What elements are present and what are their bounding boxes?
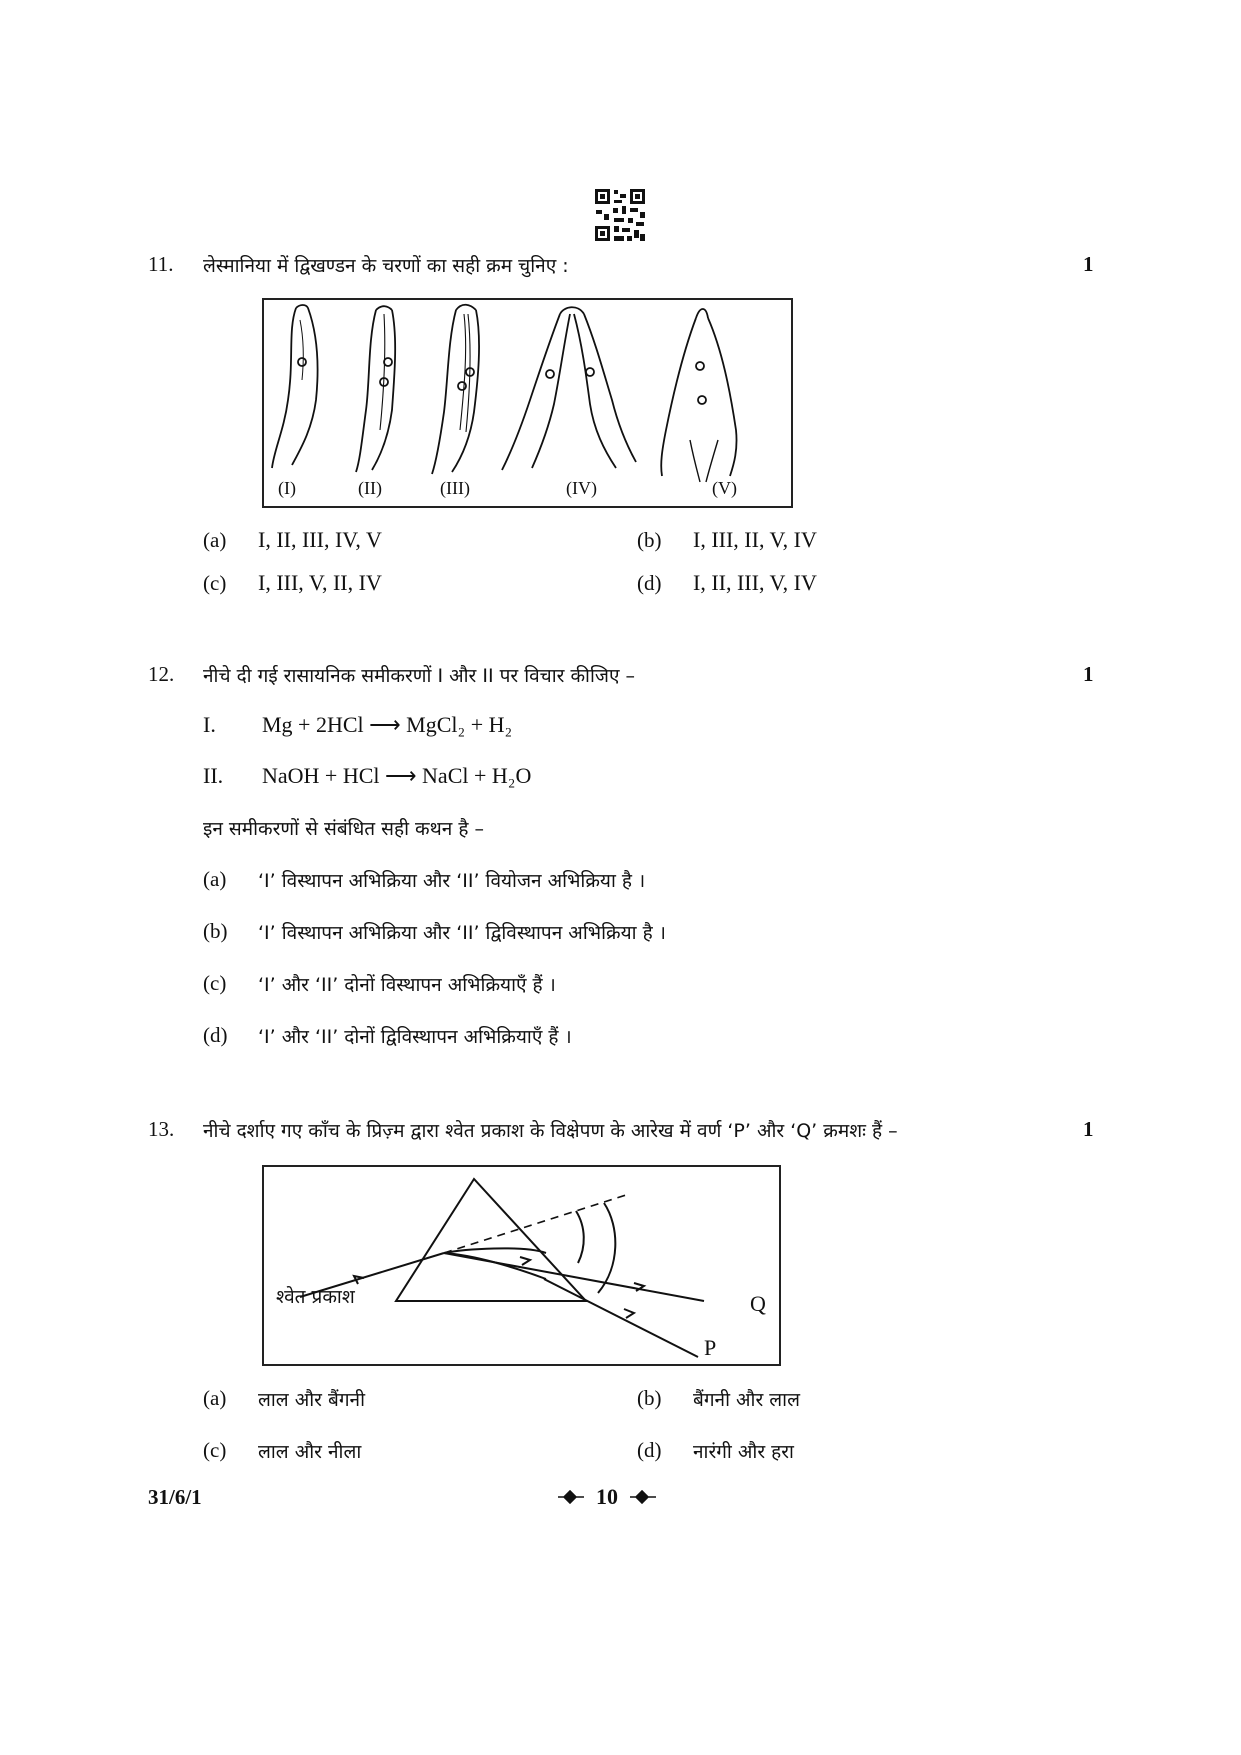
- qr-code-icon: [594, 188, 646, 242]
- q11-figure: [262, 298, 793, 508]
- q12-prompt: इन समीकरणों से संबंधित सही कथन है –: [203, 818, 484, 840]
- page-number-block: [556, 1484, 658, 1510]
- q13-prism-figure: [262, 1165, 781, 1366]
- leishmania-fission-drawing: [264, 300, 791, 506]
- q12-option-b-label: (b): [203, 919, 228, 943]
- q12-eq1-text: Mg + 2HCl ⟶ MgCl₂ + H₂: [262, 712, 513, 737]
- right-ornament-icon: [628, 1490, 658, 1504]
- q13-marks: 1: [1083, 1117, 1094, 1141]
- q11-number: 11.: [148, 252, 174, 276]
- q13-option-b-text: बैंगनी और लाल: [693, 1389, 800, 1411]
- q13-option-c-text: लाल और नीला: [258, 1441, 362, 1463]
- q13-option-d-label: (d): [637, 1438, 662, 1462]
- q11-option-c-label: (c): [203, 571, 227, 595]
- q12-option-c-text: ‘I’ और ‘II’ दोनों विस्थापन अभिक्रियाएँ हैं ।: [258, 974, 556, 996]
- q11-option-d-label: (d): [637, 571, 662, 595]
- paper-code: 31/6/1: [148, 1485, 202, 1509]
- q11-option-b-text: I, III, II, V, IV: [693, 527, 817, 552]
- q12-eq2-label: II.: [203, 763, 224, 788]
- q12-option-c-label: (c): [203, 971, 227, 995]
- ray-q-label: Q: [750, 1291, 766, 1316]
- q12-option-d-text: ‘I’ और ‘II’ दोनों द्विविस्थापन अभिक्रियाएँ हैं ।: [258, 1026, 572, 1048]
- q12-option-a-text: ‘I’ विस्थापन अभिक्रिया और ‘II’ वियोजन अभिक्रिया है ।: [258, 870, 646, 892]
- fig-label-i: (I): [278, 478, 296, 498]
- q11-option-a-label: (a): [203, 528, 227, 552]
- page-number: 10: [596, 1484, 618, 1509]
- fig-label-ii: (II): [358, 478, 382, 498]
- q11-option-d-text: I, II, III, V, IV: [693, 570, 817, 595]
- prism-dispersion-drawing: [264, 1167, 779, 1364]
- q13-number: 13.: [148, 1117, 175, 1141]
- q12-eq2-text: NaOH + HCl ⟶ NaCl + H₂O: [262, 763, 532, 788]
- q11-text: लेस्मानिया में द्विखण्डन के चरणों का सही क्रम चुनिए :: [203, 255, 569, 277]
- fig-label-iii: (III): [440, 478, 470, 498]
- q11-marks: 1: [1083, 252, 1094, 276]
- q12-option-b-text: ‘I’ विस्थापन अभिक्रिया और ‘II’ द्विविस्थापन अभिक्रिया है ।: [258, 922, 666, 944]
- q12-text: नीचे दी गई रासायनिक समीकरणों I और II पर विचार कीजिए –: [203, 665, 636, 687]
- q13-option-a-label: (a): [203, 1386, 227, 1410]
- q11-option-a-text: I, II, III, IV, V: [258, 527, 382, 552]
- q12-option-d-label: (d): [203, 1023, 228, 1047]
- ray-p-label: P: [704, 1335, 717, 1360]
- q13-option-c-label: (c): [203, 1438, 227, 1462]
- q12-marks: 1: [1083, 662, 1094, 686]
- q13-text: नीचे दर्शाए गए काँच के प्रिज़्म द्वारा श्वेत प्रकाश के विक्षेपण के आरेख में वर्ण ‘P’ और ‘Q’ क्रमशः हैं –: [203, 1120, 898, 1142]
- fig-label-iv: (IV): [566, 478, 597, 498]
- q12-eq1-label: I.: [203, 712, 216, 737]
- q13-option-b-label: (b): [637, 1386, 662, 1410]
- fig-label-v: (V): [712, 478, 737, 498]
- q11-option-b-label: (b): [637, 528, 662, 552]
- q12-option-a-label: (a): [203, 867, 227, 891]
- q13-option-a-text: लाल और बैंगनी: [258, 1389, 365, 1411]
- white-light-label: श्वेत प्रकाश: [276, 1286, 355, 1308]
- q13-option-d-text: नारंगी और हरा: [693, 1441, 794, 1463]
- left-ornament-icon: [556, 1490, 586, 1504]
- q12-number: 12.: [148, 662, 175, 686]
- q11-option-c-text: I, III, V, II, IV: [258, 570, 382, 595]
